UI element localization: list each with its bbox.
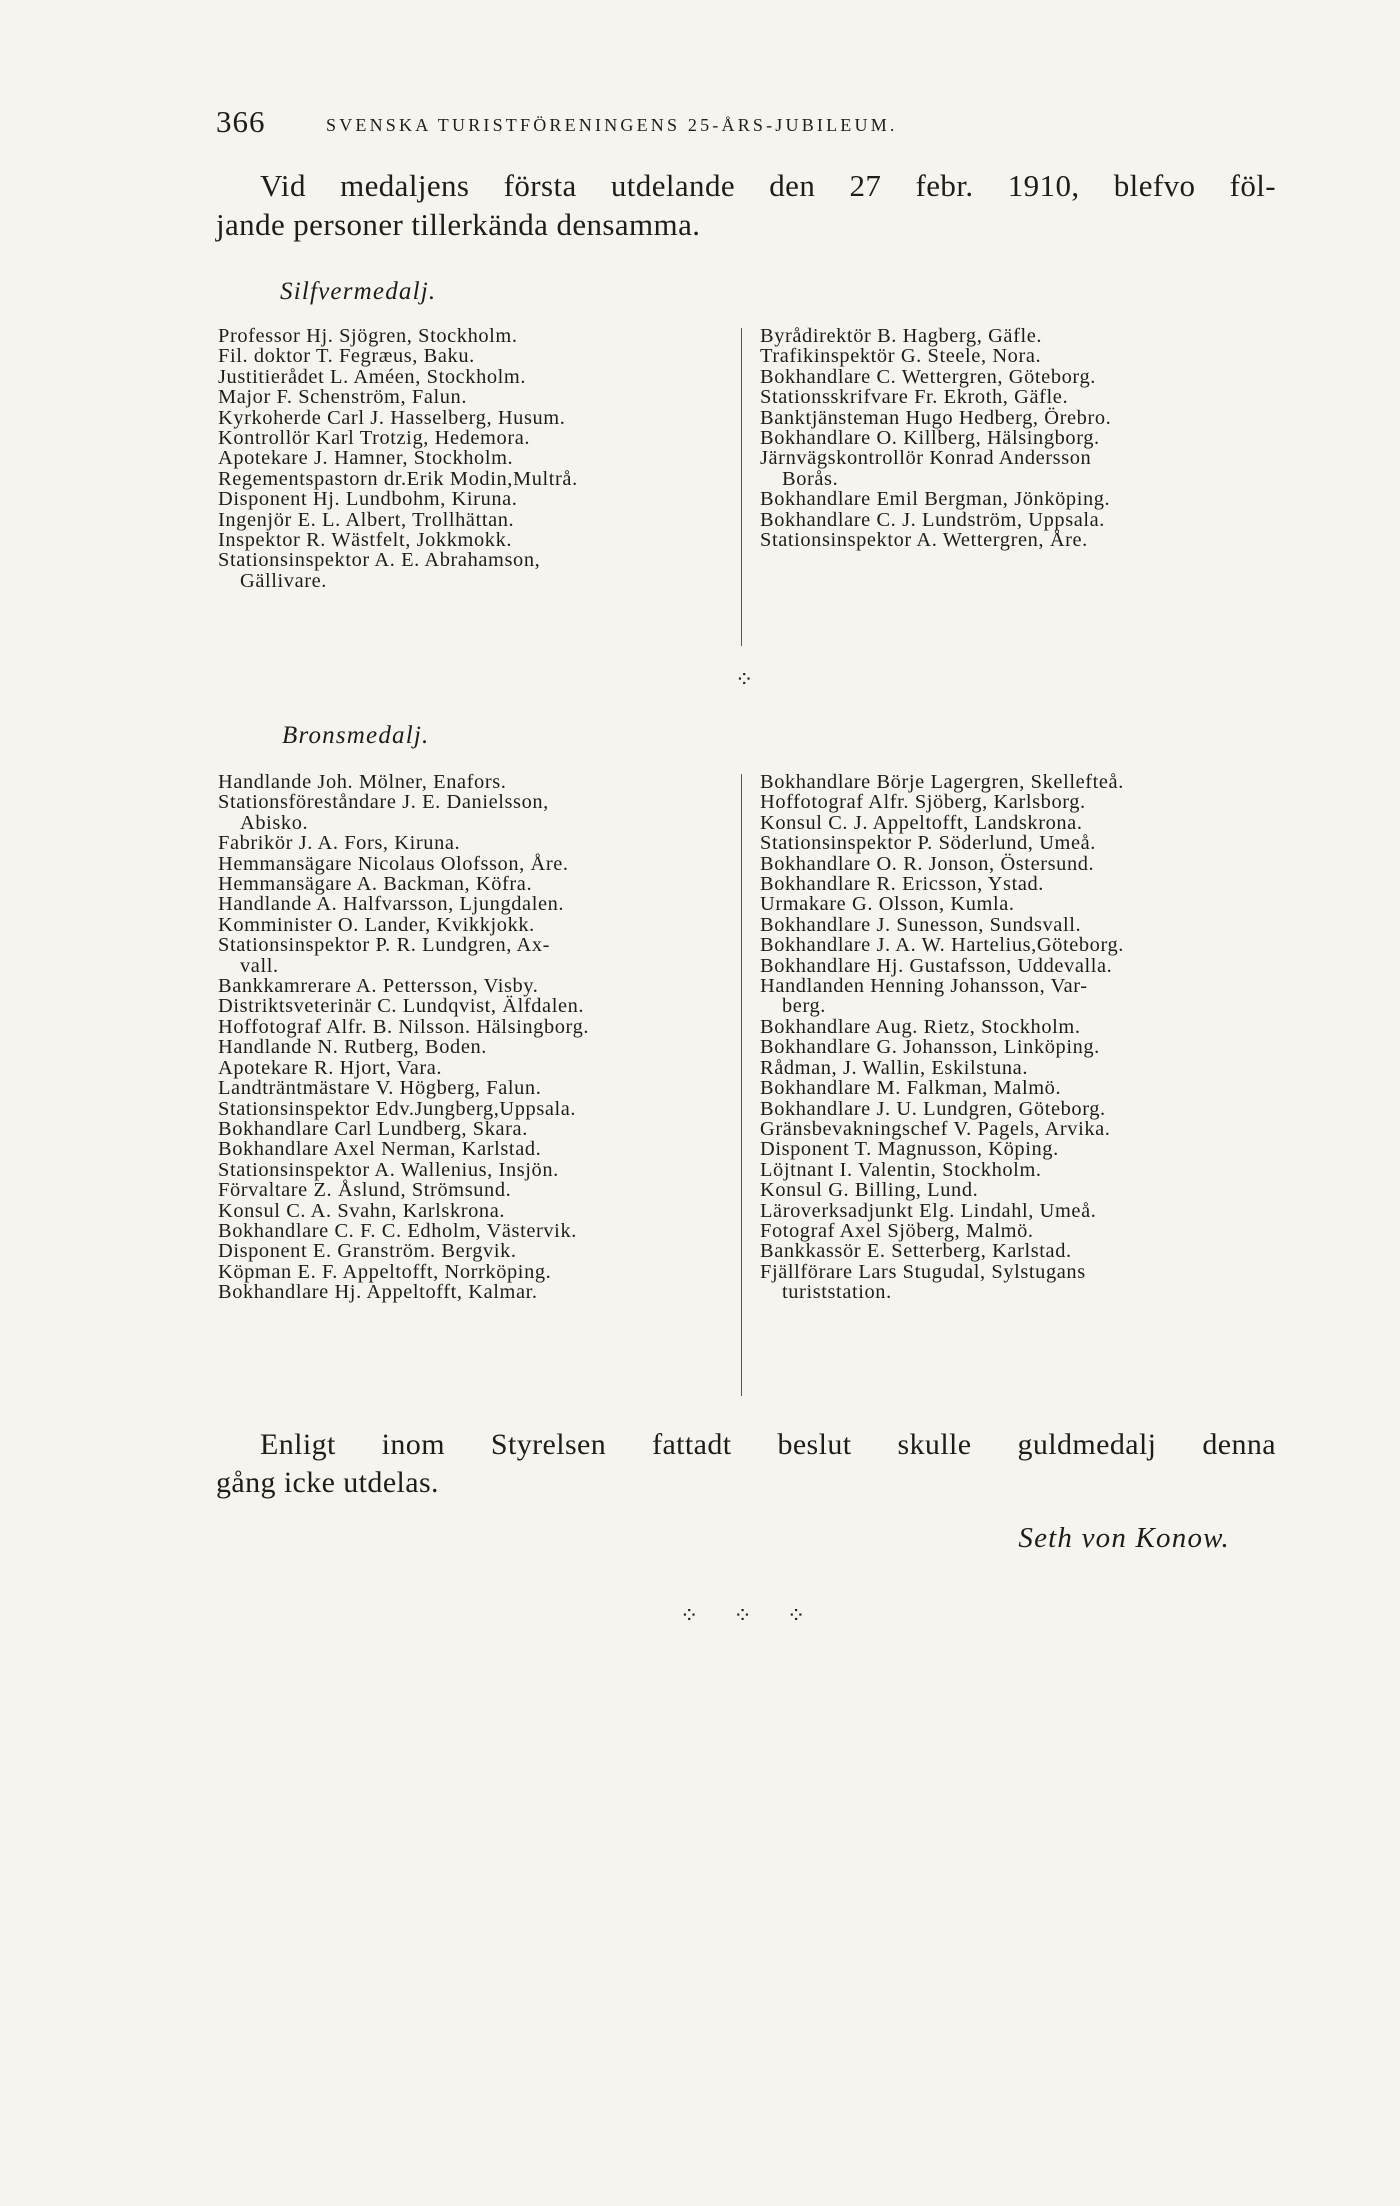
list-item [218, 1078, 740, 1098]
entry-text: Gränsbevakningschef V. Pagels, Arvika. [760, 1117, 1111, 1140]
entry-text: Stationsinspektor A. E. Abrahamson, [218, 549, 541, 572]
list-item [760, 956, 1282, 976]
list-item [760, 489, 1282, 509]
list-item [760, 346, 1282, 366]
list-item [218, 346, 740, 366]
silver-heading: Silfvermedalj. [280, 278, 437, 305]
entry-text: Handlande N. Rutberg, Boden. [218, 1036, 487, 1059]
list-item [760, 894, 1282, 914]
intro-paragraph [216, 166, 1276, 244]
entry-text: Bokhandlare Hj. Appeltofft, Kalmar. [218, 1281, 538, 1304]
list-item [218, 976, 740, 996]
entry-text: Bokhandlare J. U. Lundgren, Göteborg. [760, 1097, 1106, 1120]
list-item [218, 1282, 740, 1302]
entry-text: Byrådirektör B. Hagberg, Gäfle. [760, 325, 1043, 347]
entry-text: Landträntmästare V. Högberg, Falun. [218, 1077, 542, 1100]
list-item [218, 996, 740, 1016]
list-item [218, 1201, 740, 1221]
list-item [760, 915, 1282, 935]
entry-text: Bokhandlare R. Ericsson, Ystad. [760, 873, 1045, 896]
list-item [218, 367, 740, 387]
list-item [760, 874, 1282, 894]
entry-text: Fil. doktor T. Fegræus, Baku. [218, 345, 475, 368]
list-item [218, 326, 740, 346]
closing-line-2: gång icke utdelas. [216, 1466, 439, 1499]
entry-text: Kyrkoherde Carl J. Hasselberg, Husum. [218, 406, 566, 429]
entry-text: Bokhandlare C. J. Lundström, Uppsala. [760, 508, 1106, 531]
bronze-left-column [218, 772, 740, 1303]
list-item [218, 1099, 740, 1119]
entry-text: Distriktsveterinär C. Lundqvist, Älfdalen. [218, 995, 585, 1018]
list-item [218, 935, 740, 976]
entry-text: Konsul G. Billing, Lund. [760, 1179, 979, 1202]
entry-text: Bokhandlare Axel Nerman, Karlstad. [218, 1138, 542, 1161]
list-item [760, 1078, 1282, 1098]
list-item [218, 1058, 740, 1078]
closing-line-1: Enligt inom Styrelsen fattadt beslut skulle guldmedalj denna [260, 1428, 1276, 1461]
entry-text: Köpman E. F. Appeltofft, Norrköping. [218, 1260, 552, 1283]
closing-paragraph [216, 1426, 1276, 1502]
entry-text: Bokhandlare Emil Bergman, Jönköping. [760, 488, 1111, 511]
list-item [218, 1180, 740, 1200]
entry-text: Fjällförare Lars Stugudal, Sylstugans [760, 1260, 1086, 1283]
entry-text: Bokhandlare Carl Lundberg, Skara. [218, 1117, 528, 1140]
list-item [218, 469, 740, 489]
entry-text: Inspektor R. Wästfelt, Jokkmokk. [218, 529, 513, 552]
list-item [218, 550, 740, 591]
entry-continuation: berg. [782, 995, 826, 1018]
list-item [760, 1037, 1282, 1057]
entry-text: Bokhandlare M. Falkman, Malmö. [760, 1077, 1062, 1100]
list-item [760, 976, 1282, 1017]
list-item [760, 935, 1282, 955]
list-item [218, 833, 740, 853]
list-item [760, 1058, 1282, 1078]
list-item [218, 428, 740, 448]
list-item [760, 1221, 1282, 1241]
list-item [760, 1160, 1282, 1180]
list-item [760, 367, 1282, 387]
entry-text: Disponent E. Granström. Bergvik. [218, 1240, 517, 1263]
entry-text: Professor Hj. Sjögren, Stockholm. [218, 325, 518, 347]
list-item [218, 510, 740, 530]
entry-text: Handlande Joh. Mölner, Enafors. [218, 771, 507, 793]
list-item [218, 408, 740, 428]
list-item [218, 1160, 740, 1180]
entry-text: Bokhandlare Börje Lagergren, Skellefteå. [760, 771, 1124, 793]
column-rule [741, 328, 742, 646]
list-item [218, 874, 740, 894]
entry-text: Bokhandlare C. F. C. Edholm, Västervik. [218, 1219, 577, 1242]
list-item [760, 428, 1282, 448]
entry-text: Stationsinspektor P. R. Lundgren, Ax- [218, 934, 551, 957]
list-item [218, 772, 740, 792]
entry-text: Bankkassör E. Setterberg, Karlstad. [760, 1240, 1072, 1263]
entry-text: Stationsinspektor A. Wallenius, Insjön. [218, 1158, 559, 1181]
list-item [218, 1262, 740, 1282]
list-item [760, 1201, 1282, 1221]
list-item [760, 1017, 1282, 1037]
entry-continuation: Borås. [782, 467, 839, 490]
entry-text: Fotograf Axel Sjöberg, Malmö. [760, 1219, 1034, 1242]
column-rule [741, 774, 742, 1396]
list-item [218, 1221, 740, 1241]
list-item [760, 854, 1282, 874]
entry-text: Bokhandlare J. A. W. Hartelius,Göteborg. [760, 934, 1124, 957]
ornament-divider: ⁘ [735, 668, 760, 693]
entry-text: Hemmansägare A. Backman, Köfra. [218, 873, 533, 896]
list-item [760, 1119, 1282, 1139]
entry-text: Kontrollör Karl Trotzig, Hedemora. [218, 427, 531, 450]
entry-text: Disponent T. Magnusson, Köping. [760, 1138, 1059, 1161]
list-item [218, 792, 740, 833]
entry-text: Konsul C. A. Svahn, Karlskrona. [218, 1199, 506, 1222]
entry-text: Löjtnant I. Valentin, Stockholm. [760, 1158, 1042, 1181]
entry-continuation: Gällivare. [240, 569, 327, 592]
entry-text: Komminister O. Lander, Kvikkjokk. [218, 913, 535, 936]
entry-text: Stationsföreståndare J. E. Danielsson, [218, 791, 549, 814]
entry-text: Banktjänsteman Hugo Hedberg, Örebro. [760, 406, 1112, 429]
entry-text: Bokhandlare G. Johansson, Linköping. [760, 1036, 1100, 1059]
entry-text: Handlande A. Halfvarsson, Ljungdalen. [218, 893, 565, 916]
entry-text: Stationsinspektor Edv.Jungberg,Uppsala. [218, 1097, 577, 1120]
list-item [760, 448, 1282, 489]
entry-continuation: Abisko. [240, 811, 309, 834]
list-item [760, 1139, 1282, 1159]
list-item [218, 448, 740, 468]
list-item [218, 854, 740, 874]
bronze-heading: Bronsmedalj. [282, 722, 430, 749]
entry-text: Bankkamrerare A. Pettersson, Visby. [218, 975, 539, 998]
entry-text: Ingenjör E. L. Albert, Trollhättan. [218, 508, 515, 531]
list-item [760, 772, 1282, 792]
list-item [760, 833, 1282, 853]
list-item [760, 530, 1282, 550]
entry-text: Bokhandlare Hj. Gustafsson, Uddevalla. [760, 954, 1113, 977]
entry-continuation: vall. [240, 954, 279, 977]
entry-text: Justitierådet L. Améen, Stockholm. [218, 365, 527, 388]
entry-text: Hemmansägare Nicolaus Olofsson, Åre. [218, 852, 569, 875]
list-item [218, 1017, 740, 1037]
entry-text: Rådman, J. Wallin, Eskilstuna. [760, 1056, 1029, 1079]
entry-text: Läroverksadjunkt Elg. Lindahl, Umeå. [760, 1199, 1097, 1222]
entry-text: Hoffotograf Alfr. B. Nilsson. Hälsingborg. [218, 1015, 590, 1038]
entry-text: Konsul C. J. Appeltofft, Landskrona. [760, 811, 1083, 834]
intro-line-1: Vid medaljens första utdelande den 27 febr. 1910, blefvo föl- [260, 168, 1276, 203]
list-item [218, 915, 740, 935]
list-item [760, 792, 1282, 812]
entry-text: Bokhandlare C. Wettergren, Göteborg. [760, 365, 1096, 388]
entry-text: Fabrikör J. A. Fors, Kiruna. [218, 832, 461, 855]
entry-text: Trafikinspektör G. Steele, Nora. [760, 345, 1042, 368]
intro-line-2: jande personer tillerkända densamma. [216, 207, 701, 242]
signature: Seth von Konow. [1018, 1522, 1230, 1554]
entry-text: Handlanden Henning Johansson, Var- [760, 975, 1088, 998]
entry-text: Bokhandlare Aug. Rietz, Stockholm. [760, 1015, 1081, 1038]
list-item [760, 813, 1282, 833]
silver-left-column [218, 326, 740, 591]
list-item [218, 1241, 740, 1261]
entry-text: Apotekare R. Hjort, Vara. [218, 1056, 443, 1079]
entry-text: Stationsinspektor A. Wettergren, Åre. [760, 529, 1088, 552]
list-item [760, 408, 1282, 428]
entry-text: Järnvägskontrollör Konrad Andersson [760, 447, 1092, 470]
list-item [218, 530, 740, 550]
entry-text: Bokhandlare O. Killberg, Hälsingborg. [760, 427, 1100, 450]
silver-right-column [760, 326, 1282, 550]
entry-text: Apotekare J. Hamner, Stockholm. [218, 447, 514, 470]
entry-text: Förvaltare Z. Åslund, Strömsund. [218, 1179, 512, 1202]
list-item [760, 1099, 1282, 1119]
list-item [760, 1262, 1282, 1303]
entry-continuation: turiststation. [782, 1281, 892, 1304]
entry-text: Stationsinspektor P. Söderlund, Umeå. [760, 832, 1096, 855]
list-item [760, 326, 1282, 346]
ornament-end: ⁘ ⁘ ⁘ [680, 1604, 820, 1629]
list-item [218, 489, 740, 509]
list-item [218, 1037, 740, 1057]
list-item [760, 510, 1282, 530]
list-item [218, 894, 740, 914]
list-item [218, 1119, 740, 1139]
list-item [760, 1180, 1282, 1200]
list-item [760, 1241, 1282, 1261]
entry-text: Regementspastorn dr.Erik Modin,Multrå. [218, 467, 578, 490]
entry-text: Bokhandlare J. Sunesson, Sundsvall. [760, 913, 1082, 936]
entry-text: Urmakare G. Olsson, Kumla. [760, 893, 1015, 916]
bronze-right-column [760, 772, 1282, 1303]
running-head: SVENSKA TURISTFÖRENINGENS 25-ÅRS-JUBILEUM. [326, 115, 898, 135]
page-number: 366 [216, 104, 266, 139]
entry-text: Stationsskrifvare Fr. Ekroth, Gäfle. [760, 386, 1069, 409]
list-item [218, 387, 740, 407]
list-item [760, 387, 1282, 407]
entry-text: Hoffotograf Alfr. Sjöberg, Karlsborg. [760, 791, 1086, 814]
list-item [218, 1139, 740, 1159]
entry-text: Bokhandlare O. R. Jonson, Östersund. [760, 852, 1095, 875]
entry-text: Major F. Schenström, Falun. [218, 386, 468, 409]
entry-text: Disponent Hj. Lundbohm, Kiruna. [218, 488, 518, 511]
